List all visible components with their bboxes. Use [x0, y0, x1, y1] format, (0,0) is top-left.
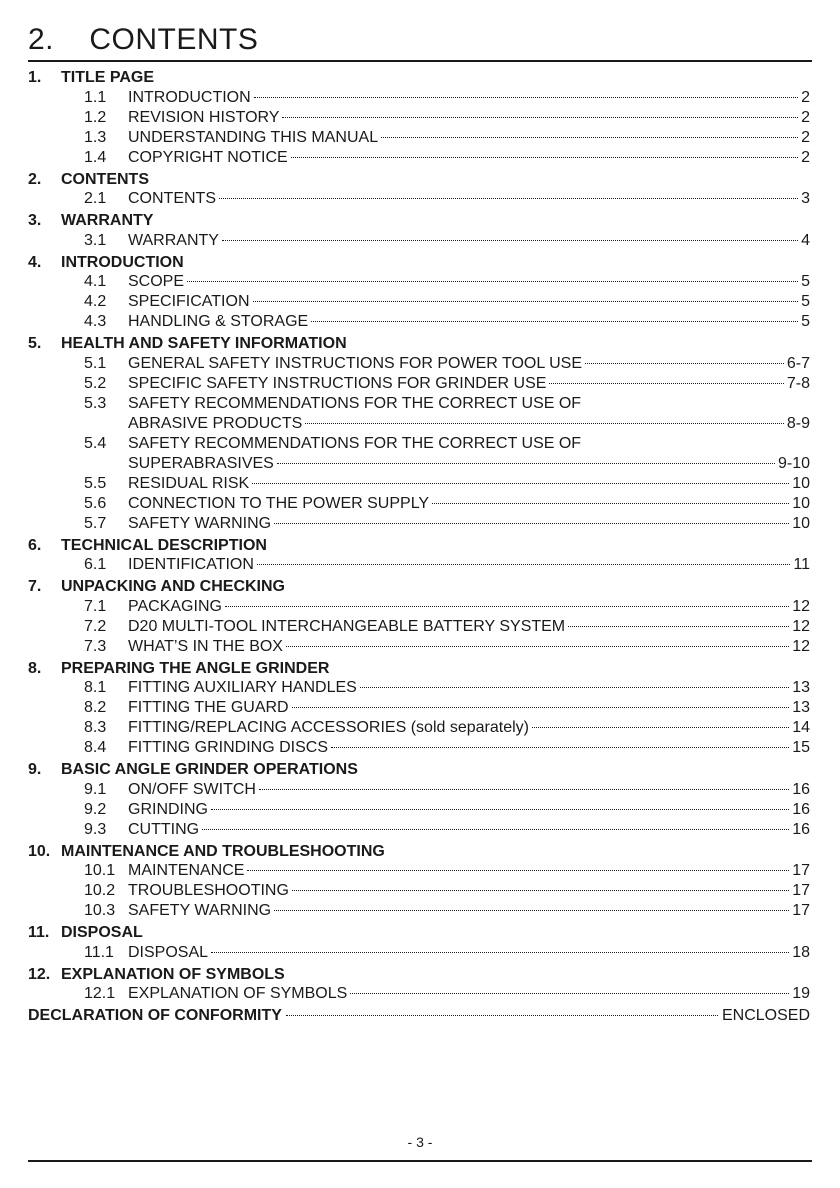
toc-entry-number: 7.3 [84, 637, 107, 655]
toc-leader-dots [292, 707, 790, 708]
toc-entry-number: 7.2 [84, 617, 107, 635]
toc-entry[interactable] [28, 494, 810, 514]
toc-leader-dots [225, 606, 789, 607]
toc-entry-page: 16 [792, 800, 810, 818]
toc-section [28, 334, 810, 534]
page-number: - 3 - [407, 1134, 433, 1150]
toc-entry[interactable] [28, 292, 810, 312]
toc-entry-label: IDENTIFICATION [128, 556, 254, 573]
toc-entry-page: 13 [792, 699, 810, 716]
toc-entry-label: UNDERSTANDING THIS MANUAL [128, 128, 379, 146]
toc-entry-label: CONTENTS [128, 190, 216, 207]
toc-leader-dots [360, 687, 789, 688]
toc-entry-continuation[interactable] [28, 454, 810, 474]
toc-section-heading[interactable] [28, 923, 810, 943]
toc-entry-page: 11 [793, 556, 810, 573]
toc-section [28, 965, 810, 1005]
toc-section [28, 253, 810, 333]
toc-leader-dots [219, 198, 798, 199]
header-divider [28, 60, 812, 62]
toc-section-number: 8. [28, 659, 42, 677]
toc-entry-number: 1.4 [84, 148, 107, 166]
toc-entry-label: INTRODUCTION [128, 88, 251, 106]
table-of-contents [28, 67, 810, 1026]
toc-leader-dots [286, 1015, 718, 1016]
toc-leader-dots [291, 157, 798, 158]
toc-section-title: WARRANTY [61, 212, 154, 229]
toc-section-title: MAINTENANCE AND TROUBLESHOOTING [61, 842, 385, 860]
toc-entry-label: PACKAGING [128, 597, 222, 615]
toc-entry-label: SAFETY RECOMMENDATIONS FOR THE CORRECT USE OF [128, 434, 582, 452]
toc-entry-number: 5.2 [84, 374, 107, 392]
toc-entry-label: D20 MULTI-TOOL INTERCHANGEABLE BATTERY SYSTEM [128, 617, 566, 635]
toc-entry-page: 2 [801, 108, 810, 126]
toc-entry-page: 10 [792, 494, 810, 512]
toc-section [28, 170, 810, 210]
toc-entry-page: 3 [801, 190, 810, 207]
toc-entry-page: 14 [792, 719, 810, 736]
toc-entry[interactable] [28, 678, 810, 698]
toc-entry-label: GENERAL SAFETY INSTRUCTIONS FOR POWER TOOL USE [128, 354, 582, 372]
toc-leader-dots [253, 301, 799, 302]
toc-entry[interactable] [28, 88, 810, 108]
toc-entry-number: 5.3 [84, 394, 107, 412]
toc-leader-dots [432, 503, 789, 504]
toc-entry-label: SAFETY WARNING [128, 514, 272, 532]
toc-entry-number: 8.3 [84, 719, 107, 736]
toc-leader-dots [274, 523, 789, 524]
toc-section-number: 10. [28, 842, 51, 860]
toc-entry-label: HANDLING & STORAGE [128, 313, 309, 330]
toc-entry-page: 5 [801, 273, 810, 290]
toc-section-heading[interactable] [28, 170, 810, 190]
toc-entry-page: 4 [801, 231, 810, 249]
toc-entry-label: CONNECTION TO THE POWER SUPPLY [128, 494, 430, 512]
toc-leader-dots [274, 910, 789, 911]
toc-entry[interactable] [28, 148, 810, 168]
toc-entry-label: REVISION HISTORY [128, 108, 280, 126]
toc-entry-label: MAINTENANCE [128, 862, 245, 879]
toc-entry-page: 17 [792, 862, 810, 879]
toc-entry-label: CUTTING [128, 820, 200, 838]
toc-entry-page: 5 [801, 313, 810, 330]
page-header [28, 22, 812, 58]
toc-entry-label: RESIDUAL RISK [128, 474, 250, 492]
toc-section [28, 536, 810, 576]
toc-entry-page: 12 [792, 637, 810, 655]
toc-leader-dots [549, 383, 783, 384]
toc-section-title: INTRODUCTION [61, 253, 184, 271]
toc-leader-dots [222, 240, 798, 241]
toc-section-title: TECHNICAL DESCRIPTION [61, 536, 267, 554]
toc-entry[interactable] [28, 272, 810, 292]
toc-entry-number: 8.4 [84, 739, 107, 756]
toc-leader-dots [311, 321, 798, 322]
toc-section-heading[interactable] [28, 760, 810, 780]
toc-leader-dots [381, 137, 798, 138]
toc-entry-page: 2 [801, 128, 810, 146]
toc-entry-label: WHAT’S IN THE BOX [128, 637, 283, 655]
toc-entry-number: 9.3 [84, 820, 107, 838]
toc-entry[interactable] [28, 555, 810, 575]
toc-entry-label: COPYRIGHT NOTICE [128, 148, 288, 166]
toc-entry-page: 12 [792, 617, 810, 635]
toc-section-heading[interactable] [28, 334, 810, 354]
toc-entry-label: SCOPE [128, 273, 185, 290]
toc-entry-label: SPECIFIC SAFETY INSTRUCTIONS FOR GRINDER USE [128, 374, 547, 392]
toc-entry-label: SAFETY RECOMMENDATIONS FOR THE CORRECT USE OF [128, 394, 582, 412]
toc-entry-number: 8.2 [84, 699, 107, 716]
toc-leader-dots [254, 97, 798, 98]
toc-entry[interactable] [28, 597, 810, 617]
toc-entry[interactable] [28, 780, 810, 800]
toc-entry-page: 10 [792, 514, 810, 532]
toc-entry-label: FITTING AUXILIARY HANDLES [128, 679, 357, 696]
toc-entry-label: SAFETY WARNING [128, 902, 272, 919]
toc-entry[interactable] [28, 617, 810, 637]
toc-entry[interactable] [28, 474, 810, 494]
toc-entry-label: GRINDING [128, 800, 208, 818]
toc-leader-dots [282, 117, 798, 118]
toc-leader-dots [211, 809, 789, 810]
toc-entry-page: 15 [792, 739, 810, 756]
toc-entry-label: FITTING/REPLACING ACCESSORIES (sold separately) [128, 719, 529, 736]
toc-entry-page: 7-8 [786, 374, 810, 392]
toc-entry[interactable] [28, 800, 810, 820]
toc-section [28, 842, 810, 922]
toc-entry-continuation[interactable] [28, 414, 810, 434]
toc-section-number: 6. [28, 536, 42, 554]
toc-entry-number: 3.1 [84, 231, 107, 249]
toc-entry-page: 2 [801, 88, 810, 106]
toc-entry-page: 8-9 [786, 414, 810, 432]
toc-section-number: 2. [28, 170, 42, 188]
toc-leader-dots [202, 829, 789, 830]
toc-entry-number: 4.3 [84, 313, 107, 330]
toc-entry-number: 1.2 [84, 108, 107, 126]
toc-section-title: TITLE PAGE [61, 69, 155, 86]
toc-entry[interactable] [28, 108, 810, 128]
declaration-entry[interactable] [28, 1006, 810, 1026]
toc-section-number: 12. [28, 965, 51, 983]
toc-section-number: 7. [28, 578, 42, 595]
toc-section-title: EXPLANATION OF SYMBOLS [61, 965, 285, 983]
toc-entry-number: 10.3 [84, 902, 116, 919]
declaration-label: DECLARATION OF CONFORMITY [28, 1007, 282, 1024]
toc-entry-page: 16 [792, 780, 810, 798]
toc-entry[interactable] [28, 128, 810, 148]
toc-entry-number: 10.1 [84, 862, 116, 879]
toc-section-number: 11. [28, 924, 50, 941]
toc-entry-label-continued: SUPERABRASIVES [128, 454, 274, 472]
toc-entry-page: 5 [801, 293, 810, 310]
toc-leader-dots [257, 564, 790, 565]
toc-entry-number: 10.2 [84, 882, 116, 899]
toc-leader-dots [585, 363, 784, 364]
toc-leader-dots [350, 993, 789, 994]
toc-section-number: 5. [28, 335, 42, 352]
toc-section-number: 3. [28, 212, 42, 229]
toc-entry-label: EXPLANATION OF SYMBOLS [128, 985, 348, 1002]
toc-section-title: HEALTH AND SAFETY INFORMATION [61, 335, 347, 352]
toc-entry-page: 18 [792, 943, 810, 961]
toc-entry-number: 8.1 [84, 679, 107, 696]
toc-entry-label: WARRANTY [128, 231, 219, 249]
toc-section-title: BASIC ANGLE GRINDER OPERATIONS [61, 761, 358, 778]
toc-entry-label-continued: ABRASIVE PRODUCTS [128, 414, 303, 432]
toc-entry[interactable] [28, 374, 810, 394]
toc-entry-page: 9-10 [777, 454, 810, 472]
toc-entry[interactable] [28, 881, 810, 901]
toc-leader-dots [187, 281, 798, 282]
toc-leader-dots [286, 646, 789, 647]
toc-leader-dots [277, 463, 775, 464]
toc-section-heading[interactable] [28, 842, 810, 862]
toc-entry-page: 17 [792, 902, 810, 919]
toc-entry-page: 19 [792, 985, 810, 1002]
toc-entry-page: 6-7 [786, 354, 810, 372]
toc-entry-number: 5.4 [84, 434, 107, 452]
toc-entry[interactable] [28, 637, 810, 657]
toc-entry-number: 1.3 [84, 128, 107, 146]
toc-entry-number: 9.2 [84, 800, 107, 818]
toc-entry-page: 16 [792, 820, 810, 838]
toc-entry-number: 12.1 [84, 985, 116, 1002]
toc-leader-dots [211, 952, 789, 953]
page-title-number: 2. [28, 23, 55, 56]
toc-leader-dots [331, 747, 789, 748]
toc-entry[interactable] [28, 231, 810, 251]
toc-entry-number: 1.1 [84, 88, 107, 106]
toc-entry[interactable] [28, 901, 810, 921]
toc-entry[interactable] [28, 738, 810, 758]
toc-section-title: DISPOSAL [61, 924, 143, 941]
toc-entry-number: 4.2 [84, 293, 107, 310]
toc-leader-dots [532, 727, 789, 728]
toc-entry[interactable] [28, 943, 810, 963]
toc-entry-page: 2 [801, 148, 810, 166]
toc-entry-number: 5.6 [84, 494, 107, 512]
toc-leader-dots [568, 626, 789, 627]
toc-entry-page: 12 [792, 597, 810, 615]
toc-entry-number: 5.5 [84, 474, 107, 492]
toc-entry-label: FITTING THE GUARD [128, 699, 289, 716]
toc-entry[interactable] [28, 820, 810, 840]
toc-section [28, 68, 810, 168]
toc-entry[interactable] [28, 312, 810, 332]
toc-section-heading[interactable] [28, 965, 810, 985]
footer-divider [28, 1160, 812, 1162]
toc-entry-label: ON/OFF SWITCH [128, 780, 256, 798]
toc-entry-number: 9.1 [84, 780, 107, 798]
toc-entry-number: 7.1 [84, 597, 107, 615]
toc-entry-page: 13 [792, 679, 810, 696]
toc-entry-number: 6.1 [84, 556, 107, 573]
toc-entry-number: 4.1 [84, 273, 107, 290]
toc-section-title: PREPARING THE ANGLE GRINDER [61, 659, 330, 677]
toc-entry[interactable] [28, 354, 810, 374]
declaration-page: ENCLOSED [721, 1007, 810, 1024]
toc-entry[interactable] [28, 861, 810, 881]
toc-section [28, 760, 810, 840]
toc-entry-label: FITTING GRINDING DISCS [128, 739, 328, 756]
page-title [28, 22, 812, 58]
toc-entry[interactable] [28, 514, 810, 534]
toc-section-heading[interactable] [28, 536, 810, 556]
toc-section-number: 9. [28, 761, 42, 778]
toc-leader-dots [247, 870, 789, 871]
toc-entry-page: 10 [792, 474, 810, 492]
toc-entry[interactable] [28, 984, 810, 1004]
toc-entry[interactable] [28, 434, 810, 454]
toc-section [28, 659, 810, 759]
toc-section-heading[interactable] [28, 577, 810, 597]
toc-section [28, 923, 810, 963]
toc-section-title: CONTENTS [61, 170, 149, 188]
toc-entry-number: 5.1 [84, 354, 107, 372]
toc-leader-dots [259, 789, 789, 790]
toc-leader-dots [305, 423, 784, 424]
toc-entry[interactable] [28, 698, 810, 718]
toc-entry[interactable] [28, 189, 810, 209]
toc-entry-number: 2.1 [84, 190, 107, 207]
toc-entry-label: SPECIFICATION [128, 293, 250, 310]
toc-entry-label: TROUBLESHOOTING [128, 882, 289, 899]
toc-entry[interactable] [28, 718, 810, 738]
toc-section-number: 4. [28, 253, 42, 271]
toc-section-heading[interactable] [28, 253, 810, 273]
toc-leader-dots [292, 890, 789, 891]
toc-entry-number: 11.1 [84, 943, 114, 961]
toc-entry[interactable] [28, 394, 810, 414]
toc-section-title: UNPACKING AND CHECKING [61, 578, 285, 595]
toc-section [28, 577, 810, 657]
toc-section-heading[interactable] [28, 659, 810, 679]
toc-entry-number: 5.7 [84, 514, 107, 532]
toc-section-heading[interactable] [28, 68, 810, 88]
toc-section-heading[interactable] [28, 211, 810, 231]
toc-section [28, 211, 810, 251]
toc-section-number: 1. [28, 69, 42, 86]
page-title-text: CONTENTS [89, 23, 259, 56]
toc-leader-dots [252, 483, 789, 484]
toc-entry-label: DISPOSAL [128, 943, 209, 961]
toc-entry-page: 17 [792, 882, 810, 899]
